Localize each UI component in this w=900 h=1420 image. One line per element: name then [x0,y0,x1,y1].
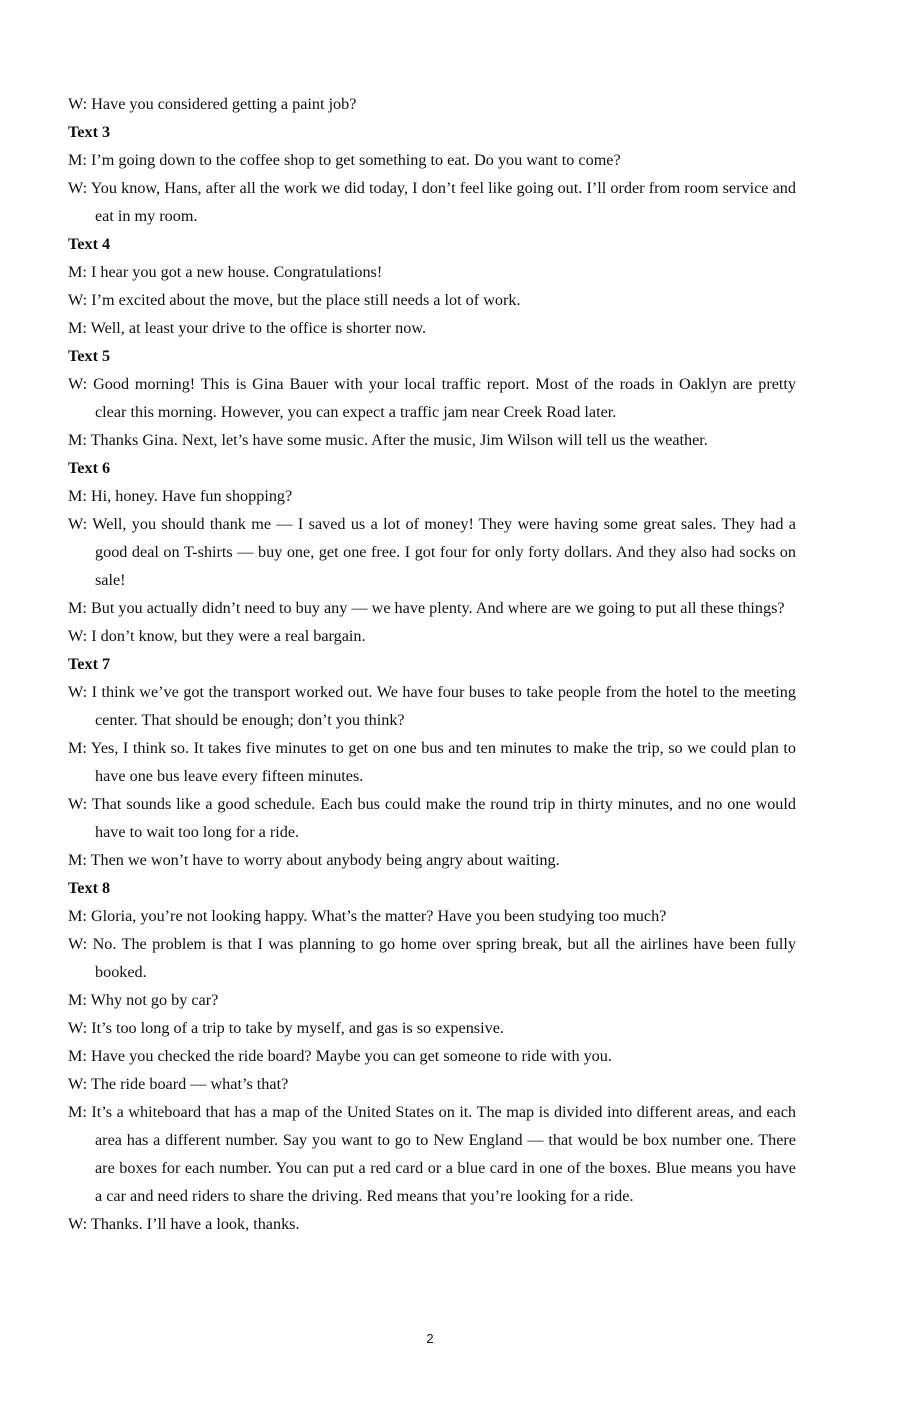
dialogue-line: M: I’m going down to the coffee shop to get something to eat. Do you want to come? [68,151,621,169]
dialogue-line: W: Have you considered getting a paint job? [68,95,357,113]
dialogue-line: M: Why not go by car? [68,991,219,1009]
dialogue-line: M: Have you checked the ride board? Maybe you can get someone to ride with you. [68,1047,612,1065]
dialogue-line: W: It’s too long of a trip to take by myself, and gas is so expensive. [68,1019,504,1037]
section-heading-text-5: Text 5 [68,347,111,365]
dialogue-line: W: Thanks. I’ll have a look, thanks. [68,1215,300,1233]
dialogue-line: W: Good morning! This is Gina Bauer with your local traffic report. Most of the roads in Oaklyn are pretty clear this morning. However, you can expect a traffic jam near Creek Road later. [68,375,796,421]
dialogue-line: W: I think we’ve got the transport worked out. We have four buses to take people from the hotel to the meeting center. That should be enough; don’t you think? [68,683,796,729]
dialogue-line: M: Hi, honey. Have fun shopping? [68,487,293,505]
section-heading-text-6: Text 6 [68,459,111,477]
dialogue-line: M: Then we won’t have to worry about anybody being angry about waiting. [68,851,560,869]
dialogue-line: M: It’s a whiteboard that has a map of the United States on it. The map is divided into different areas, and each area has a different number. Say you want to go to New England — that would be box number one. There are boxes for each number. You can put a red card or a blue card in one of the boxes. Blue means you have a car and need riders to share the driving. Red means that you’re looking for a ride. [68,1103,796,1205]
section-heading-text-3: Text 3 [68,123,111,141]
dialogue-line: W: You know, Hans, after all the work we did today, I don’t feel like going out. I’ll order from room service and eat in my room. [68,179,796,225]
dialogue-line: W: I don’t know, but they were a real bargain. [68,627,366,645]
dialogue-line: M: But you actually didn’t need to buy any — we have plenty. And where are we going to put all these things? [68,599,785,617]
dialogue-line: M: I hear you got a new house. Congratulations! [68,263,383,281]
dialogue-line: M: Thanks Gina. Next, let’s have some music. After the music, Jim Wilson will tell us the weather. [68,431,708,449]
page-number: 2 [426,1331,434,1346]
dialogue-line: M: Gloria, you’re not looking happy. What’s the matter? Have you been studying too much? [68,907,667,925]
transcript-page [68,90,796,1238]
dialogue-line: W: That sounds like a good schedule. Each bus could make the round trip in thirty minutes, and no one would have to wait too long for a ride. [68,795,796,841]
section-heading-text-8: Text 8 [68,879,111,897]
dialogue-line: W: The ride board — what’s that? [68,1075,289,1093]
dialogue-line: M: Yes, I think so. It takes five minutes to get on one bus and ten minutes to make the trip, so we could plan to have one bus leave every fifteen minutes. [68,739,796,785]
dialogue-line: W: Well, you should thank me — I saved us a lot of money! They were having some great sales. They had a good deal on T-shirts — buy one, get one free. I got four for only forty dollars. And they also had socks on sale! [68,515,796,589]
section-heading-text-7: Text 7 [68,655,111,673]
section-heading-text-4: Text 4 [68,235,111,253]
dialogue-line: M: Well, at least your drive to the office is shorter now. [68,319,427,337]
dialogue-line: W: I’m excited about the move, but the place still needs a lot of work. [68,291,521,309]
dialogue-line: W: No. The problem is that I was planning to go home over spring break, but all the airlines have been fully booked. [68,935,796,981]
